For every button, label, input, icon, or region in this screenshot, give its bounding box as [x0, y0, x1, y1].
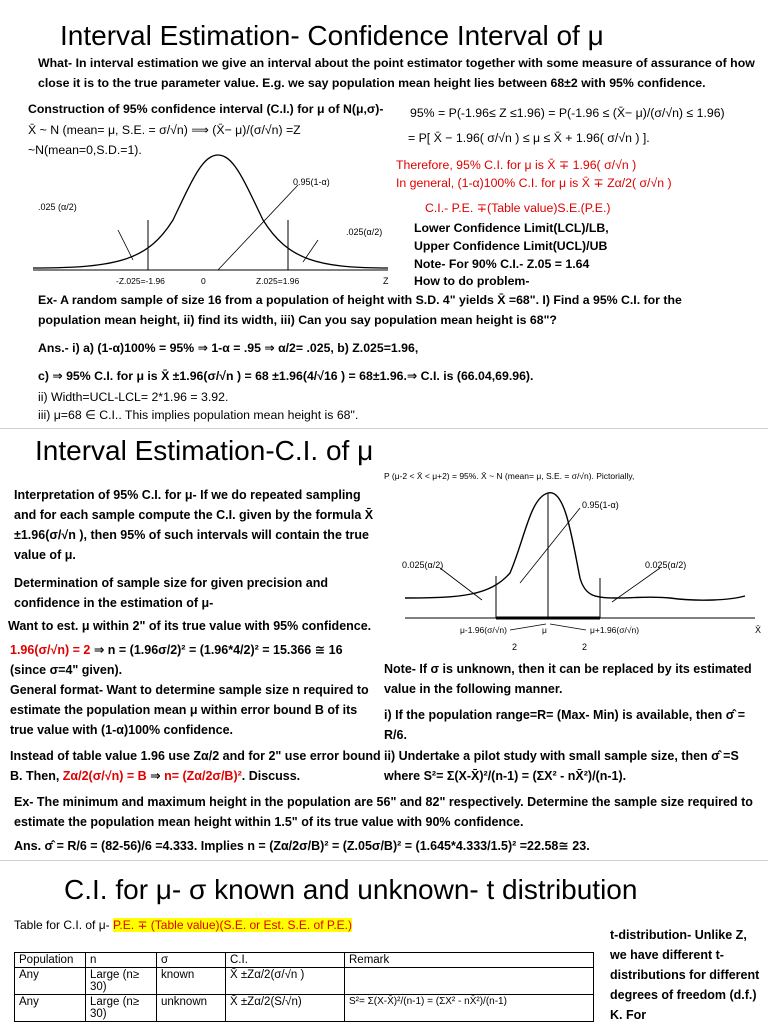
arrow-label-right-2: 2 — [582, 642, 588, 652]
header-n: n — [86, 953, 157, 968]
item-ii: ii) Undertake a pilot study with small sample size, then σ̂ =S where S²= Σ(X-X̄)²/(n-1) = (ΣX² - nX̄²)/(n-1). — [384, 749, 739, 783]
x-label-mid-2: μ — [542, 625, 547, 635]
x-label-left: -Z.025=-1.96 — [116, 276, 165, 286]
instead-red2: n= (Zα/2σ/B)² — [164, 769, 242, 783]
determination-paragraph: Determination of sample size for given precision and confidence in the estimation of μ- — [14, 576, 328, 610]
arrow-right-2 — [550, 624, 586, 630]
cell: Large (n≥ 30) — [86, 995, 157, 1022]
interpretation-paragraph: Interpretation of 95% C.I. for μ- If we do repeated sampling and for each sample compute the C.I. given by the formula X̄ ±1.96(σ/√n ), then 95% of such intervals will contain the true value of μ. — [14, 488, 374, 562]
note90-line: Note- For 90% C.I.- Z.05 = 1.64 — [414, 257, 590, 271]
x-label-end: Z — [383, 276, 389, 286]
slide1-title: Interval Estimation- Confidence Interval of μ — [60, 20, 604, 51]
instead-end: . Discuss. — [241, 769, 301, 783]
howto-line: How to do problem- — [414, 274, 530, 288]
arrow-right-tail-1 — [303, 240, 318, 262]
arrow-left-tail-1 — [118, 230, 133, 260]
cell: X̄ ±Zα/2(σ/√n ) — [226, 968, 345, 995]
bell-curve-1 — [33, 155, 388, 268]
normal-curve-figure-1 — [28, 150, 398, 288]
arrow-label-left-2: 2 — [512, 642, 518, 652]
label-025-left-2: 0.025(α/2) — [402, 560, 444, 570]
item-i: i) If the population range=R= (Max- Min) is available, then σ̂ = R/6. — [384, 708, 746, 742]
slide2-title: Interval Estimation-C.I. of μ — [35, 435, 374, 466]
header-ci: C.I. — [226, 953, 345, 968]
instead-red1: Zα/2(σ/√n) = B — [62, 769, 147, 783]
graph-caption: P (μ-2 < X̄ < μ+2) = 95%. X̄ ~ N (mean= μ, S.E. = σ/√n). Pictorially, — [384, 471, 635, 481]
cell: known — [157, 968, 226, 995]
in-general-line: In general, (1-α)100% C.I. for μ is X̄ ∓ Zα/2( σ/√n ) — [396, 176, 672, 190]
cell: unknown — [157, 995, 226, 1022]
label-095-2: 0.95(1-α) — [582, 500, 619, 510]
label-025-left: .025 (α/2) — [38, 202, 77, 212]
x-label-mid: 0 — [201, 276, 206, 286]
calc-red: 1.96(σ/√n) = 2 — [10, 643, 91, 657]
header-population: Population — [15, 953, 86, 968]
answer2-line: Ans. σ̂ = R/6 = (82-56)/6 =4.333. Implies n = (Zα/2σ/B)² = (Z.05σ/B)² = (1.645*4.333/1.5)² =22.58≅ 23. — [14, 839, 590, 853]
ans-line4: iii) μ=68 ∈ C.I.. This implies population mean height is 68". — [38, 408, 359, 422]
table-header-row — [15, 953, 594, 968]
want-line: Want to est. μ within 2" of its true value with 95% confidence. — [8, 619, 372, 633]
ci-formula: C.I.- P.E. ∓(Table value)S.E.(P.E.) — [425, 201, 611, 215]
table-caption — [14, 918, 352, 932]
cell: X̄ ±Zα/2(S/√n) — [226, 995, 345, 1022]
example-paragraph: Ex- A random sample of size 16 from a population of height with S.D. 4" yields X̄ =68". I) Find a 95% C.I. for the population mean height, ii) find its width, iii) Can you say population mean height is 68"? — [38, 293, 682, 327]
divider-1 — [0, 428, 768, 429]
divider-2 — [0, 860, 768, 861]
x-label-end-2: X̄ — [755, 625, 762, 635]
header-sigma: σ — [157, 953, 226, 968]
general-format: General format- Want to determine sample size n required to estimate the population mean μ within error bound B of its true value with (1-α)100% confidence. — [10, 683, 369, 737]
arrow-center-1 — [218, 185, 298, 270]
cell: S²= Σ(X-X̄)²/(n-1) = (ΣX² - nX̄²)/(n-1) — [345, 995, 594, 1022]
instead-paragraph — [10, 746, 382, 786]
cell: Any — [15, 995, 86, 1022]
ans-line3: ii) Width=UCL-LCL= 2*1.96 = 3.92. — [38, 390, 229, 404]
construction-line2: X̄ ~ N (mean= μ, S.E. = σ/√n) ⟹ (X̄− μ)/(σ/√n) =Z ~N(mean=0,S.D.=1). — [28, 123, 301, 157]
therefore-line: Therefore, 95% C.I. for μ is X̄ ∓ 1.96( σ/√n ) — [396, 158, 637, 172]
x-label-left-2: μ-1.96(σ/√n) — [460, 625, 507, 635]
construction-line1: Construction of 95% confidence interval (C.I.) for μ of N(μ,σ)- — [28, 102, 384, 116]
instead-text-a: Instead of table value 1.96 use Zα/2 and for 2" use error bound B. Then, — [10, 749, 381, 783]
label-025-right-2: 0.025(α/2) — [645, 560, 687, 570]
ci-table — [14, 952, 594, 1022]
label-025-right: .025(α/2) — [346, 227, 383, 237]
label-095: 0.95(1-α) — [293, 177, 330, 187]
table-caption-highlight: P.E. ∓ (Table value)(S.E. or Est. S.E. of P.E.) — [112, 918, 352, 932]
arrow-left-2 — [510, 624, 546, 630]
cell: Large (n≥ 30) — [86, 968, 157, 995]
note-sigma: Note- If σ is unknown, then it can be replaced by its estimated value in the following manner. — [384, 662, 752, 696]
instead-mid: ⇒ — [146, 769, 165, 783]
table-row — [15, 995, 594, 1022]
ans-line2: c) ⇒ 95% C.I. for μ is X̄ ±1.96(σ/√n ) = 68 ±1.96(4/√16 ) = 68±1.96.⇒ C.I. is (66.04,69.96). — [38, 369, 534, 383]
x-label-right: Z.025=1.96 — [256, 276, 300, 286]
prob-line2: = P[ X̄ − 1.96( σ/√n ) ≤ μ ≤ X̄ + 1.96( σ/√n ) ]. — [408, 131, 650, 145]
what-paragraph: What- In interval estimation we give an interval about the point estimator together with some measure of assurance of how close it is to the true parameter value. E.g. we say population mean height lies between 68±2 with 95% confidence. — [38, 56, 755, 90]
cell — [345, 968, 594, 995]
normal-curve-figure-2 — [400, 478, 768, 653]
t-distribution-note: t-distribution- Unlike Z, we have different t-distributions for different degrees of freedom (d.f.) K. For — [610, 928, 760, 1022]
table-caption-text: Table for C.I. of μ- — [14, 918, 113, 932]
slide3-title: C.I. for μ- σ known and unknown- t distribution — [64, 874, 638, 905]
calc-paragraph — [10, 640, 380, 680]
x-label-right-2: μ+1.96(σ/√n) — [590, 625, 640, 635]
lcl-line: Lower Confidence Limit(LCL)/LB, — [414, 221, 609, 235]
calc-rest: ⇒ n = (1.96σ/2)² = (1.96*4/2)² = 15.366 ≅ 16 (since σ=4" given). — [10, 643, 343, 677]
header-remark: Remark — [345, 953, 594, 968]
example2-paragraph: Ex- The minimum and maximum height in the population are 56" and 82" respectively. Determine the sample size required to estimate the population mean height within 1.5" of its true value with 90% confidence. — [14, 795, 753, 829]
table-row — [15, 968, 594, 995]
ans-line1: Ans.- i) a) (1-α)100% = 95% ⇒ 1-α = .95 ⇒ α/2= .025, b) Z.025=1.96, — [38, 341, 419, 355]
bell-curve-2 — [405, 493, 745, 601]
ucl-line: Upper Confidence Limit(UCL)/UB — [414, 239, 608, 253]
cell: Any — [15, 968, 86, 995]
prob-line1: 95% = P(-1.96≤ Z ≤1.96) = P(-1.96 ≤ (X̄− μ)/(σ/√n) ≤ 1.96) — [410, 106, 725, 120]
